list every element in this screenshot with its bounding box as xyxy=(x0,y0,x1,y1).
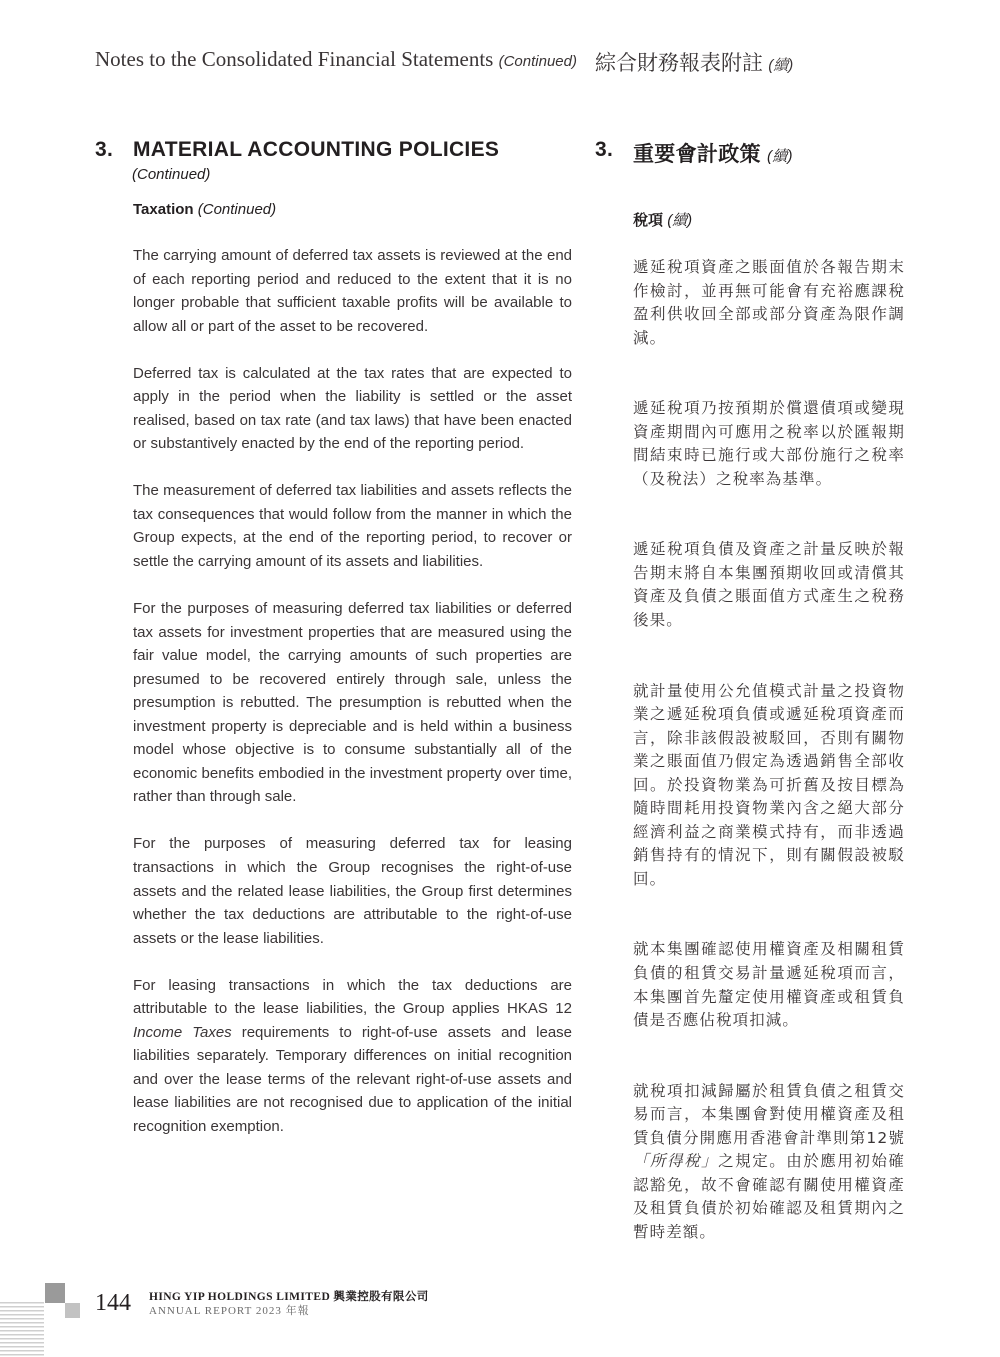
paragraph-en-6-part-2: requirements to right-of-use assets and lease liabilities separately. Temporary differences on initial recognition and over the lease terms of the relevant right-of-use assets and lease liabilities are not recognised due to application of the initial recognition exemption. xyxy=(133,1023,572,1135)
subheading-continued-en: (Continued) xyxy=(197,201,277,218)
header-continued-zh: (續) xyxy=(768,57,794,74)
paragraph-en-6-italic: Income Taxes xyxy=(133,1023,232,1041)
subheading-taxation-en: Taxation xyxy=(133,201,194,218)
header-title-en: Notes to the Consolidated Financial Statements xyxy=(95,47,494,71)
footer-square-decoration-small xyxy=(65,1303,80,1318)
header-continued-en: (Continued) xyxy=(498,53,577,70)
paragraph-en-3: The measurement of deferred tax liabilities and assets reflects the tax consequences that would follow from the manner in which the Group expects, at the end of the reporting period, to recover or settle the carrying amount of its assets and liabilities. xyxy=(133,482,572,571)
paragraph-zh-3: 遞延稅項負債及資產之計量反映於報告期末將自本集團預期收回或清償其資產及負債之賬面值方式產生之稅務後果。 xyxy=(633,540,905,630)
subheading-continued-zh: (續) xyxy=(667,212,693,229)
paragraph-zh-6 xyxy=(633,1080,905,1245)
section-continued-zh: (續) xyxy=(766,148,793,165)
section-title-zh-text: 重要會計政策 xyxy=(633,143,761,166)
paragraph-zh-6-part-1: 就稅項扣減歸屬於租賃負債之租賃交易而言，本集團會對使用權資產及租賃負債分開應用香港會計準則第12號 xyxy=(633,1081,905,1147)
footer-square-decoration xyxy=(45,1283,65,1303)
section-heading-zh xyxy=(595,138,905,168)
paragraph-zh-1: 遞延稅項資產之賬面值於各報告期末作檢討，並再無可能會有充裕應課稅盈利供收回全部或部分資產為限作調減。 xyxy=(633,258,905,347)
footer-stripes-decoration xyxy=(0,1302,44,1357)
section-continued-en: (Continued) xyxy=(132,166,211,183)
section-number-en: 3. xyxy=(95,138,114,161)
header-title-zh: 綜合財務報表附註 xyxy=(595,51,763,75)
section-number-zh: 3. xyxy=(595,138,614,161)
running-header-english xyxy=(95,47,577,72)
footer-report-title: ANNUAL REPORT 2023 年報 xyxy=(149,1305,310,1317)
subheading-taxation-zh: 稅項 xyxy=(633,212,664,229)
paragraph-en-6-part-1: For leasing transactions in which the tax deductions are attributable to the lease liabilities, the Group applies HKAS 12 xyxy=(133,976,572,1018)
paragraph-en-1: The carrying amount of deferred tax assets is reviewed at the end of each reporting period and reduced to the extent that it is no longer probable that sufficient taxable profits will be available to allow all or part of the asset to be recovered. xyxy=(133,247,572,335)
running-header-chinese xyxy=(595,47,793,77)
running-header xyxy=(95,47,915,77)
footer-company-name: HING YIP HOLDINGS LIMITED 興業控股有限公司 xyxy=(149,1291,429,1303)
page-footer xyxy=(0,1280,1000,1357)
section-title-zh xyxy=(633,138,793,168)
subheading-zh xyxy=(633,209,905,230)
page-number: 144 xyxy=(95,1290,131,1316)
paragraph-zh-5: 就本集團確認使用權資產及相關租賃負債的租賃交易計量遞延稅項而言，本集團首先釐定使用權資產或租賃負債是否應佔稅項扣減。 xyxy=(633,940,905,1030)
paragraph-zh-2: 遞延稅項乃按預期於償還債項或變現資產期間內可應用之稅率以於匯報期間結束時已施行或大部份施行之稅率（及稅法）之稅率為基準。 xyxy=(633,399,905,488)
english-column xyxy=(95,138,572,1139)
paragraph-zh-6-part-2: 之規定。由於應用初始確認豁免，故不會確認有關使用權資產及租賃負債於初始確認及租賃期內之暫時差額。 xyxy=(633,1152,905,1241)
paragraph-en-4: For the purposes of measuring deferred tax liabilities or deferred tax assets for investment properties that are measured using the fair value model, the carrying amounts of such properties are presumed to be recovered entirely through sale, unless the presumption is rebutted. The presumption is rebutted when the investment property is depreciable and is held within a business model whose objective is to consume substantially all of the economic benefits embodied in the investment property over time, rather than through sale. xyxy=(133,600,572,806)
paragraph-zh-4: 就計量使用公允值模式計量之投資物業之遞延稅項負債或遞延稅項資產而言，除非該假設被駁回，否則有關物業之賬面值乃假定為透過銷售全部收回。於投資物業為可折舊及按目標為隨時間耗用投資物業內含之絕大部分經濟利益之商業模式持有，而非透過銷售持有的情況下，則有關假設被駁回。 xyxy=(633,681,905,888)
paragraph-zh-6-italic: 「所得稅」 xyxy=(633,1152,719,1171)
chinese-column xyxy=(595,138,905,1245)
paragraph-en-5: For the purposes of measuring deferred tax for leasing transactions in which the Group recognises the right-of-use assets and the related lease liabilities, the Group first determines whether the tax deductions are attributable to the right-of-use assets or the lease liabilities. xyxy=(133,835,572,947)
paragraph-en-6 xyxy=(133,974,572,1139)
paragraph-en-2: Deferred tax is calculated at the tax rates that are expected to apply in the period when the liability is settled or the asset realised, based on tax rate (and tax laws) that have been enacted or substantively enacted by the end of the reporting period. xyxy=(133,364,572,453)
section-heading-en xyxy=(95,138,572,162)
section-title-en: MATERIAL ACCOUNTING POLICIES xyxy=(133,138,500,161)
subheading-en xyxy=(133,201,572,218)
